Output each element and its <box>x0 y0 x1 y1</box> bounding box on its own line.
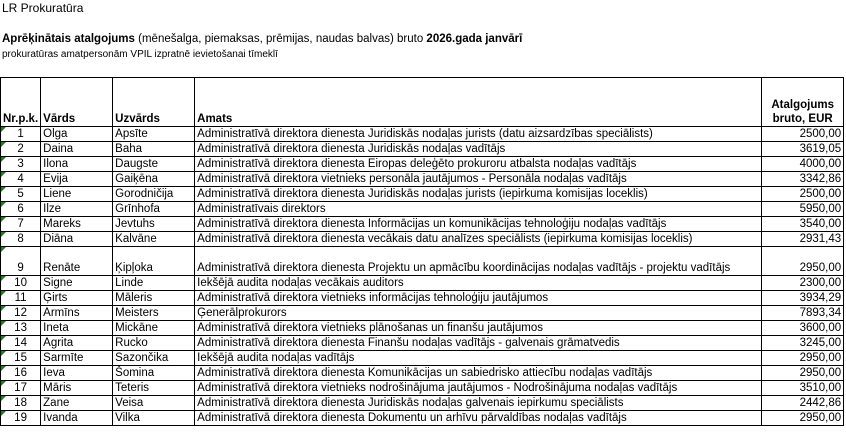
cell-number: 4 <box>1 172 41 187</box>
table-row <box>1 321 844 336</box>
cell-salary: 2931,43 <box>762 232 844 247</box>
cell-last-name: Ķipļoka <box>113 247 195 276</box>
cell-salary: 2950,00 <box>762 247 844 276</box>
table-row <box>1 142 844 157</box>
cell-salary: 2950,00 <box>762 351 844 366</box>
cell-position: Administratīvais direktors <box>195 202 762 217</box>
cell-position: Iekšējā audita nodaļas vecākais auditors <box>195 276 762 291</box>
table-row <box>1 276 844 291</box>
salary-table <box>0 77 844 426</box>
cell-first-name: Olga <box>41 127 113 142</box>
table-body <box>1 127 844 426</box>
cell-last-name: Baha <box>113 142 195 157</box>
cell-first-name: Daina <box>41 142 113 157</box>
cell-number: 12 <box>1 306 41 321</box>
cell-position: Administratīvā direktora dienesta Eiropas deleģēto prokuroru atbalsta nodaļas vadītājs <box>195 157 762 172</box>
cell-number: 8 <box>1 232 41 247</box>
cell-position: Administratīvā direktora dienesta Juridiskās nodaļas jurists (iepirkuma komisijas loceklis) <box>195 187 762 202</box>
col-header-position: Amats <box>195 78 762 127</box>
cell-salary: 2950,00 <box>762 366 844 381</box>
cell-number: 17 <box>1 381 41 396</box>
cell-first-name: Armīns <box>41 306 113 321</box>
table-row <box>1 202 844 217</box>
cell-first-name: Liene <box>41 187 113 202</box>
cell-last-name: Jevtuhs <box>113 217 195 232</box>
table-row <box>1 247 844 276</box>
cell-first-name: Mareks <box>41 217 113 232</box>
cell-last-name: Daugste <box>113 157 195 172</box>
cell-position: Administratīvā direktora dienesta Projektu un apmācību koordinācijas nodaļas vadītājs - projektu vadītājs <box>195 247 762 276</box>
cell-salary: 2950,00 <box>762 411 844 426</box>
cell-first-name: Ineta <box>41 321 113 336</box>
cell-salary: 3245,00 <box>762 336 844 351</box>
cell-number: 7 <box>1 217 41 232</box>
cell-first-name: Sarmīte <box>41 351 113 366</box>
cell-salary: 2500,00 <box>762 127 844 142</box>
table-row <box>1 291 844 306</box>
cell-first-name: Ivanda <box>41 411 113 426</box>
cell-last-name: Māleris <box>113 291 195 306</box>
cell-salary: 3510,00 <box>762 381 844 396</box>
cell-last-name: Mickāne <box>113 321 195 336</box>
cell-last-name: Rucko <box>113 336 195 351</box>
cell-salary: 2300,00 <box>762 276 844 291</box>
cell-first-name: Māris <box>41 381 113 396</box>
cell-number: 18 <box>1 396 41 411</box>
cell-first-name: Renāte <box>41 247 113 276</box>
cell-first-name: Ilona <box>41 157 113 172</box>
cell-last-name: Kalvāne <box>113 232 195 247</box>
cell-first-name: Zane <box>41 396 113 411</box>
table-row <box>1 217 844 232</box>
cell-number: 16 <box>1 366 41 381</box>
cell-last-name: Meisters <box>113 306 195 321</box>
cell-last-name: Linde <box>113 276 195 291</box>
cell-position: Administratīvā direktora dienesta Komunikācijas un sabiedrisko attiecību nodaļas vadītājs <box>195 366 762 381</box>
title-middle-part: (mēnešalga, piemaksas, prēmijas, naudas balvas) bruto <box>134 33 427 45</box>
table-row <box>1 172 844 187</box>
cell-last-name: Sazončika <box>113 351 195 366</box>
cell-first-name: Signe <box>41 276 113 291</box>
col-header-first-name: Vārds <box>41 78 113 127</box>
cell-position: Administratīvā direktora dienesta vecākais datu analīzes speciālists (iepirkuma komisijas loceklis) <box>195 232 762 247</box>
table-row <box>1 336 844 351</box>
cell-position: Administratīvā direktora dienesta Dokumentu un arhīvu pārvaldības nodaļas vadītājs <box>195 411 762 426</box>
cell-first-name: Evija <box>41 172 113 187</box>
cell-salary: 3934,29 <box>762 291 844 306</box>
cell-position: Ģenerālprokurors <box>195 306 762 321</box>
cell-position: Administratīvā direktora dienesta Finanšu nodaļas vadītājs - galvenais grāmatvedis <box>195 336 762 351</box>
table-header-row <box>1 78 844 127</box>
table-row <box>1 366 844 381</box>
cell-last-name: Šomina <box>113 366 195 381</box>
cell-salary: 3540,00 <box>762 217 844 232</box>
cell-number: 14 <box>1 336 41 351</box>
cell-salary: 5950,00 <box>762 202 844 217</box>
table-row <box>1 157 844 172</box>
cell-first-name: Agrita <box>41 336 113 351</box>
cell-first-name: Diāna <box>41 232 113 247</box>
cell-last-name: Vilka <box>113 411 195 426</box>
cell-number: 11 <box>1 291 41 306</box>
cell-last-name: Gaiķēna <box>113 172 195 187</box>
table-row <box>1 232 844 247</box>
title-bold-part: Aprēķinātais atalgojums <box>2 33 135 45</box>
table-row <box>1 306 844 321</box>
cell-position: Administratīvā direktora vietnieks plānošanas un finanšu jautājumos <box>195 321 762 336</box>
cell-salary: 3619,05 <box>762 142 844 157</box>
cell-position: Administratīvā direktora vietnieks informācijas tehnoloģiju jautājumos <box>195 291 762 306</box>
cell-salary: 2500,00 <box>762 187 844 202</box>
cell-salary: 3600,00 <box>762 321 844 336</box>
title-period: 2026.gada janvārī <box>426 33 523 45</box>
cell-first-name: Ģirts <box>41 291 113 306</box>
cell-number: 2 <box>1 142 41 157</box>
cell-first-name: Ieva <box>41 366 113 381</box>
cell-number: 10 <box>1 276 41 291</box>
table-row <box>1 411 844 426</box>
cell-number: 19 <box>1 411 41 426</box>
table-row <box>1 381 844 396</box>
table-row <box>1 187 844 202</box>
cell-last-name: Apsīte <box>113 127 195 142</box>
cell-number: 1 <box>1 127 41 142</box>
cell-first-name: Ilze <box>41 202 113 217</box>
cell-position: Administratīvā direktora dienesta Juridiskās nodaļas jurists (datu aizsardzības speciālists) <box>195 127 762 142</box>
col-header-nr: Nr.p.k. <box>1 78 41 127</box>
table-row <box>1 351 844 366</box>
document-subtitle: prokuratūras amatpersonām VPIL izpratnē ievietošanai tīmeklī <box>2 49 278 60</box>
cell-number: 13 <box>1 321 41 336</box>
cell-number: 15 <box>1 351 41 366</box>
cell-position: Administratīvā direktora vietnieks personāla jautājumos - Personāla nodaļas vadītājs <box>195 172 762 187</box>
table-row <box>1 127 844 142</box>
cell-last-name: Grīnhofa <box>113 202 195 217</box>
col-header-salary: Atalgojums bruto, EUR <box>762 78 844 127</box>
document-title <box>2 33 522 45</box>
cell-number: 3 <box>1 157 41 172</box>
cell-position: Administratīvā direktora vietnieks nodrošinājuma jautājumos - Nodrošinājuma nodaļas vadītājs <box>195 381 762 396</box>
cell-salary: 2442,86 <box>762 396 844 411</box>
organization-name: LR Prokuratūra <box>2 1 84 15</box>
table-row <box>1 396 844 411</box>
cell-last-name: Veisa <box>113 396 195 411</box>
col-header-last-name: Uzvārds <box>113 78 195 127</box>
cell-salary: 7893,34 <box>762 306 844 321</box>
cell-last-name: Teteris <box>113 381 195 396</box>
cell-position: Iekšējā audita nodaļas vadītājs <box>195 351 762 366</box>
cell-number: 6 <box>1 202 41 217</box>
cell-position: Administratīvā direktora dienesta Juridiskās nodaļas galvenais iepirkumu speciālists <box>195 396 762 411</box>
cell-salary: 3342,86 <box>762 172 844 187</box>
cell-salary: 4000,00 <box>762 157 844 172</box>
cell-number: 5 <box>1 187 41 202</box>
cell-number: 9 <box>1 247 41 276</box>
cell-position: Administratīvā direktora dienesta Juridiskās nodaļas vadītājs <box>195 142 762 157</box>
cell-position: Administratīvā direktora dienesta Informācijas un komunikācijas tehnoloģiju nodaļas vadītājs <box>195 217 762 232</box>
cell-last-name: Gorodničija <box>113 187 195 202</box>
